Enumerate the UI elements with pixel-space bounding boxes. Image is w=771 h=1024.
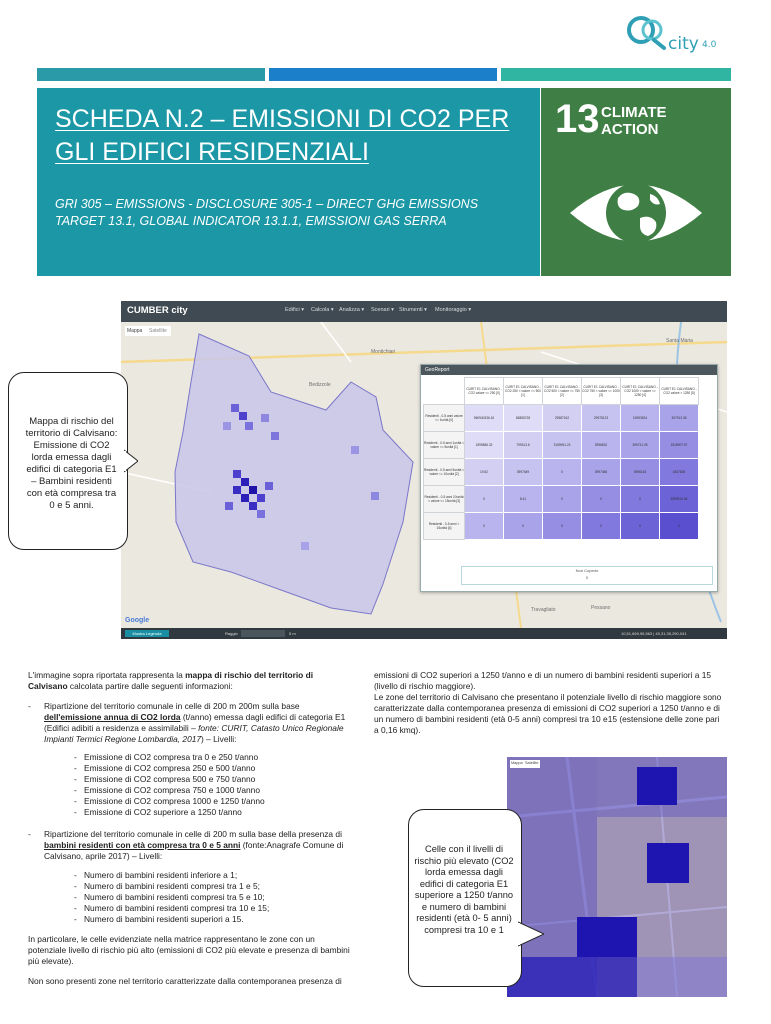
table-cell: 8.41 bbox=[504, 486, 543, 513]
table-cell: 0 bbox=[543, 459, 582, 486]
georeport-table bbox=[423, 377, 699, 540]
left-column bbox=[28, 670, 353, 987]
co2-levels-list bbox=[74, 752, 353, 818]
list-item: - Emissione di CO2 superiore a 1250 t/anno bbox=[74, 807, 353, 818]
table-cell: 0 bbox=[465, 513, 504, 540]
app-screenshot bbox=[121, 301, 727, 639]
town-label: Travagliato bbox=[531, 607, 556, 613]
color-bar-2 bbox=[269, 68, 497, 81]
table-cell: 29978123 bbox=[582, 405, 621, 432]
logo-brand: city bbox=[668, 34, 699, 54]
table-cell: 3998632 bbox=[582, 432, 621, 459]
list-item: - Numero di bambini residenti inferiore a 1; bbox=[74, 870, 353, 881]
list-item: - Numero di bambini residenti compresi tra 5 e 10; bbox=[74, 892, 353, 903]
intro-text-c: calcolata partire dalle seguenti informazioni: bbox=[67, 681, 233, 691]
intro-text-bold: mappa di rischio del territorio di Calvisano bbox=[28, 670, 314, 691]
table-cell: 0 bbox=[504, 513, 543, 540]
table-cell: 3997465 bbox=[582, 459, 621, 486]
b2-text-bold: bambini residenti con età compresa tra 0 e 5 anni bbox=[44, 840, 241, 850]
table-cell: 3159951.23 bbox=[543, 432, 582, 459]
legend-button[interactable]: Mostra Legenda bbox=[125, 630, 169, 637]
col-header: CURIT E1 CALVISANO - CO2 valore <= 250 [0] bbox=[465, 378, 504, 405]
town-label: Bedizzole bbox=[309, 382, 331, 388]
intro-text-a: L'immagine sopra riportata rappresenta la bbox=[28, 670, 186, 680]
table-cell: 1599886.32 bbox=[465, 432, 504, 459]
b1-text-bold: dell'emissione annua di CO2 lorda bbox=[44, 712, 181, 722]
table-cell: 15993534 bbox=[621, 405, 660, 432]
table-cell: 307913.36 bbox=[660, 405, 699, 432]
table-cell: 399731.05 bbox=[621, 432, 660, 459]
table-cell: 0 bbox=[660, 513, 699, 540]
list-item: - Emissione di CO2 compresa 250 e 500 t/anno bbox=[74, 763, 353, 774]
google-logo: Google bbox=[125, 617, 150, 624]
right-column bbox=[374, 670, 726, 736]
col-header: CURIT E1 CALVISANO - CO2 1000 < valore <= 1250 [4] bbox=[621, 378, 660, 405]
table-cell: 799313.6 bbox=[504, 432, 543, 459]
table-corner bbox=[424, 378, 465, 405]
table-cell: 4307835 bbox=[660, 459, 699, 486]
color-bar-3 bbox=[501, 68, 731, 81]
table-row bbox=[424, 459, 699, 486]
b1-source: fonte: CURIT, Catasto Unico Regionale Impianti Termici Regione Lombardia, 2017 bbox=[44, 723, 344, 744]
sdg-label-line-2: ACTION bbox=[601, 121, 659, 138]
nav-edifici[interactable]: Edifici ▾ bbox=[285, 307, 304, 313]
tab-mappa[interactable]: Mappa bbox=[511, 761, 523, 765]
sdg-label bbox=[601, 104, 667, 138]
radius-value: 5 m bbox=[289, 631, 296, 636]
coords-readout: 10,51,669,95,563 | 45,31,35,290,041 bbox=[621, 631, 687, 636]
detail-map-image bbox=[507, 757, 727, 997]
detail-map bbox=[507, 757, 727, 997]
callout-pointer bbox=[518, 920, 544, 950]
city40-logo bbox=[624, 12, 734, 54]
list-item: - Numero di bambini residenti compresi tra 10 e 15; bbox=[74, 903, 353, 914]
b1-text-a: Ripartizione del territorio comunale in celle di 200 m 200m sulla base bbox=[44, 701, 300, 711]
footer-value: 0 bbox=[585, 575, 589, 580]
intro-paragraph bbox=[28, 670, 353, 692]
list-item: - Numero di bambini residenti superiori a 15. bbox=[74, 914, 353, 925]
app-logo: CUMBER city bbox=[127, 305, 188, 316]
paragraph-non-presenti: Non sono presenti zone nel territorio caratterizzate dalla contemporanea presenza di bbox=[28, 976, 342, 986]
logo-mark-icon bbox=[624, 12, 670, 52]
list-item bbox=[28, 829, 353, 862]
town-label: Santa Maria bbox=[666, 338, 693, 344]
table-cell: 960940336.16 bbox=[465, 405, 504, 432]
table-cell: 0 bbox=[543, 513, 582, 540]
tab-satellite[interactable]: Satellite bbox=[149, 328, 167, 334]
table-cell: 3997649 bbox=[504, 459, 543, 486]
title-line-2: GLI EDIFICI RESIDENZIALI bbox=[55, 138, 369, 166]
table-cell: 3996163 bbox=[621, 459, 660, 486]
subtitle-line-2: TARGET 13.1, GLOBAL INDICATOR 13.1.1, EMISSIONI GAS SERRA bbox=[55, 214, 447, 228]
nav-calcola[interactable]: Calcola ▾ bbox=[311, 307, 334, 313]
b1-text-c: (t/anno) emessa dagli edifici di categoria E1 (Edifici adibiti a residenza e assimilabili – bbox=[44, 712, 346, 733]
georeport-panel bbox=[420, 364, 718, 592]
b2-text-c: (fonte:Anagrafe Comune di Calvisano, aprile 2017) – Livelli: bbox=[44, 840, 344, 861]
list-item bbox=[28, 701, 353, 745]
logo-version: 4.0 bbox=[702, 40, 717, 50]
callout-pointer bbox=[124, 448, 138, 474]
town-label: Montichiari bbox=[371, 349, 396, 355]
paragraph-right-2: Le zone del territorio di Calvisano che presentano il potenziale livello di rischio maggiore sono caratterizzate dalla contemporanea presenza di emissioni di CO2 superiori a 1250 t/anno e di un numero di bambini residenti (età 0-5 anni) compresi tra 10 e15 (estensione delle zone pari a 0,16 kmq). bbox=[374, 692, 722, 735]
list-item: - Emissione di CO2 compresa 1000 e 1250 t/anno bbox=[74, 796, 353, 807]
subtitle-line-1: GRI 305 – EMISSIONS - DISCLOSURE 305-1 – DIRECT GHG EMISSIONS bbox=[55, 197, 479, 211]
table-cell: 1515907.97 bbox=[660, 432, 699, 459]
eye-earth-icon bbox=[566, 168, 706, 258]
table-cell: 29587162 bbox=[543, 405, 582, 432]
col-header: CURIT E1 CALVISANO - CO2 500 < valore <= 750 [2] bbox=[543, 378, 582, 405]
list-item: - Emissione di CO2 compresa 750 e 1000 t/anno bbox=[74, 785, 353, 796]
row-header: Residenti - 0-5 anni 1unità < valore <= 5unità [1] bbox=[424, 432, 465, 459]
table-cell: 5399914.36 bbox=[660, 486, 699, 513]
col-header: CURIT E1 CALVISANO - CO2 750 < valore <= 1000 [3] bbox=[582, 378, 621, 405]
col-header: CURIT E1 CALVISANO - CO2 valore > 1250 [5] bbox=[660, 378, 699, 405]
radius-label: Raggio bbox=[225, 631, 238, 636]
callout-map-text: Mappa di rischio del territorio di Calvisano: Emissione di CO2 lorda emessa dagli edifici di categoria E1 – Bambini residenti con età compresa tra 0 e 5 anni. bbox=[25, 416, 118, 511]
title-line-1: SCHEDA N.2 – EMISSIONI DI CO2 PER bbox=[55, 105, 510, 133]
footer-label: Non Coperto bbox=[575, 568, 599, 573]
col-header: CURIT E1 CALVISANO - CO2 250 < valore <= 500 [1] bbox=[504, 378, 543, 405]
table-row bbox=[424, 405, 699, 432]
map-tabs bbox=[125, 326, 171, 336]
georeport-footer bbox=[461, 566, 713, 585]
nav-scenari[interactable]: Scenari ▾ bbox=[371, 307, 394, 313]
app-navbar bbox=[121, 301, 727, 322]
color-bar-1 bbox=[37, 68, 265, 81]
radius-slider[interactable] bbox=[241, 630, 285, 637]
list-item: - Numero di bambini residenti compresi tra 1 e 5; bbox=[74, 881, 353, 892]
nav-strumenti[interactable]: Strumenti ▾ bbox=[399, 307, 427, 313]
tab-mappa[interactable]: Mappa bbox=[127, 328, 143, 334]
detail-map-tabs bbox=[510, 760, 540, 768]
table-cell: 0 bbox=[543, 486, 582, 513]
tab-satellite[interactable]: Satellite bbox=[525, 761, 539, 765]
sdg13-badge bbox=[541, 88, 731, 276]
table-row bbox=[424, 513, 699, 540]
nav-monitoraggio[interactable]: Monitoraggio ▾ bbox=[435, 307, 472, 313]
georeport-title: GeoReport bbox=[425, 367, 450, 373]
table-cell: 0 bbox=[621, 486, 660, 513]
table-cell: 0 bbox=[621, 513, 660, 540]
list-item: - Emissione di CO2 compresa tra 0 e 250 t/anno bbox=[74, 752, 353, 763]
table-cell: 0 bbox=[582, 486, 621, 513]
page-subtitle bbox=[55, 196, 525, 230]
page-title bbox=[55, 103, 525, 169]
app-bottom-bar bbox=[121, 628, 727, 639]
table-row bbox=[424, 486, 699, 513]
table-cell: 0 bbox=[465, 486, 504, 513]
row-header: Residenti - 0-5 anni 5unità < valore <= 10unità [2] bbox=[424, 459, 465, 486]
paragraph-right-1: emissioni di CO2 superiori a 1250 t/anno e di un numero di bambini residenti superiori a 15 (livello di rischio maggiore). bbox=[374, 670, 712, 691]
sdg-number: 13 bbox=[555, 97, 600, 141]
table-row bbox=[424, 432, 699, 459]
list-item: - Emissione di CO2 compresa 500 e 750 t/anno bbox=[74, 774, 353, 785]
town-label: Pessano bbox=[591, 605, 611, 611]
table-cell: 0 bbox=[582, 513, 621, 540]
sdg-label-line-1: CLIMATE bbox=[601, 104, 667, 121]
table-cell: 65855728 bbox=[504, 405, 543, 432]
b1-text-e: ) – Livelli: bbox=[201, 734, 237, 744]
georeport-header bbox=[421, 365, 717, 375]
kids-levels-list bbox=[74, 870, 353, 925]
table-cell: 19.52 bbox=[465, 459, 504, 486]
paragraph-particolare: In particolare, le celle evidenziate nella matrice rappresentano le zone con un potenziale livello di rischio più alto (emissioni di CO2 più elevate e presenza di bambini più elevate). bbox=[28, 934, 350, 966]
row-header: Residenti - 0-5 anni valore <= 1unità [0] bbox=[424, 405, 465, 432]
callout-risk-text: Celle con il livelli di rischio più elevato (CO2 lorda emessa dagli edifici di categoria E1 superiore a 1250 t/anno e numero di bambini residenti (età 0- 5 anni) compresi tra 10 e 1 bbox=[414, 844, 514, 935]
row-header: Residenti - 0-5 anni > 15unità [4] bbox=[424, 513, 465, 540]
nav-analizza[interactable]: Analizza ▾ bbox=[339, 307, 365, 313]
b2-text-a: Ripartizione del territorio comunale in celle di 200 m sulla base della presenza di bbox=[44, 829, 342, 839]
row-header: Residenti - 0-5 anni 10unità < valore <= 15unità [3] bbox=[424, 486, 465, 513]
